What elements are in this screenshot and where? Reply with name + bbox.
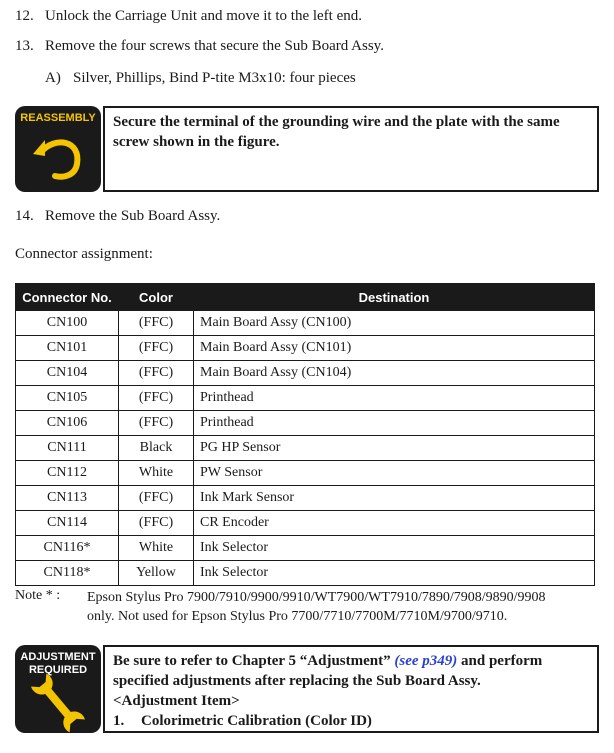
header-color: Color bbox=[119, 284, 194, 311]
substep-text: Silver, Phillips, Bind P-tite M3x10: four pieces bbox=[73, 70, 356, 86]
color-cell: (FFC) bbox=[119, 486, 194, 511]
adjustment-badge-line-1: ADJUSTMENT bbox=[20, 651, 96, 663]
color-cell: (FFC) bbox=[119, 511, 194, 536]
step-text: Remove the Sub Board Assy. bbox=[45, 208, 221, 224]
step-number: 12. bbox=[15, 8, 34, 24]
adjustment-text-box bbox=[103, 645, 599, 733]
destination-cell: Main Board Assy (CN100) bbox=[194, 311, 595, 336]
connector-assignment-title: Connector assignment: bbox=[15, 246, 153, 262]
reassembly-badge-label: REASSEMBLY bbox=[20, 112, 96, 124]
connector-no-cell: CN104 bbox=[16, 361, 119, 386]
destination-cell: Main Board Assy (CN101) bbox=[194, 336, 595, 361]
table-row bbox=[16, 511, 595, 536]
adjustment-item bbox=[113, 711, 589, 731]
color-cell: White bbox=[119, 536, 194, 561]
connector-no-cell: CN116* bbox=[16, 536, 119, 561]
adjustment-item-header: <Adjustment Item> bbox=[113, 693, 240, 709]
footnote-body bbox=[87, 588, 607, 626]
adjustment-text-a: Be sure to refer to Chapter 5 “Adjustment” bbox=[113, 653, 395, 669]
connector-no-cell: CN112 bbox=[16, 461, 119, 486]
connector-no-cell: CN114 bbox=[16, 511, 119, 536]
reassembly-text-box bbox=[103, 106, 599, 192]
table-row bbox=[16, 386, 595, 411]
table-row bbox=[16, 486, 595, 511]
wrench-icon bbox=[15, 645, 101, 733]
step-14 bbox=[15, 208, 220, 225]
color-cell: Black bbox=[119, 436, 194, 461]
table-row bbox=[16, 361, 595, 386]
adjustment-callout bbox=[15, 645, 599, 733]
return-arrow-icon bbox=[15, 106, 101, 192]
color-cell: White bbox=[119, 461, 194, 486]
color-cell: Yellow bbox=[119, 561, 194, 586]
table-row bbox=[16, 536, 595, 561]
color-cell: (FFC) bbox=[119, 336, 194, 361]
table-row bbox=[16, 411, 595, 436]
color-cell: (FFC) bbox=[119, 411, 194, 436]
header-destination: Destination bbox=[194, 284, 595, 311]
footnote-lead: Note * : bbox=[15, 588, 61, 603]
table-row bbox=[16, 336, 595, 361]
table-row bbox=[16, 461, 595, 486]
adjustment-text-b: and perform specified adjustments after replacing the Sub Board Assy. bbox=[113, 653, 543, 689]
adjustment-item-text: Colorimetric Calibration (Color ID) bbox=[141, 713, 372, 729]
connector-no-cell: CN101 bbox=[16, 336, 119, 361]
destination-cell: Ink Selector bbox=[194, 561, 595, 586]
adjustment-badge-line-2: REQUIRED bbox=[28, 664, 88, 676]
header-connector-no: Connector No. bbox=[16, 284, 119, 311]
connector-no-cell: CN100 bbox=[16, 311, 119, 336]
adjustment-item-number: 1. bbox=[113, 713, 125, 729]
table-row bbox=[16, 311, 595, 336]
destination-cell: Printhead bbox=[194, 411, 595, 436]
color-cell: (FFC) bbox=[119, 361, 194, 386]
step-13 bbox=[15, 38, 384, 55]
substep-letter: A) bbox=[45, 70, 61, 86]
page-link[interactable]: (see p349) bbox=[394, 653, 458, 669]
connector-no-cell: CN105 bbox=[16, 386, 119, 411]
footnote-line-1: Epson Stylus Pro 7900/7910/9900/9910/WT7900/WT7910/7890/7908/9890/9908 bbox=[87, 590, 546, 605]
reassembly-text: Secure the terminal of the grounding wire and the plate with the same screw shown in the figure. bbox=[113, 114, 560, 150]
color-cell: (FFC) bbox=[119, 311, 194, 336]
adjustment-text bbox=[113, 651, 589, 691]
connector-no-cell: CN106 bbox=[16, 411, 119, 436]
color-cell: (FFC) bbox=[119, 386, 194, 411]
table-row bbox=[16, 436, 595, 461]
destination-cell: PW Sensor bbox=[194, 461, 595, 486]
table-row bbox=[16, 561, 595, 586]
destination-cell: Ink Selector bbox=[194, 536, 595, 561]
destination-cell: PG HP Sensor bbox=[194, 436, 595, 461]
connector-no-cell: CN113 bbox=[16, 486, 119, 511]
table-header-row bbox=[16, 284, 595, 311]
connector-no-cell: CN111 bbox=[16, 436, 119, 461]
step-number: 13. bbox=[15, 38, 34, 54]
footnote-line-2: only. Not used for Epson Stylus Pro 7700/7710/7700M/7710M/9700/9710. bbox=[87, 609, 508, 624]
destination-cell: CR Encoder bbox=[194, 511, 595, 536]
connector-no-cell: CN118* bbox=[16, 561, 119, 586]
step-text: Remove the four screws that secure the Sub Board Assy. bbox=[45, 38, 384, 54]
step-13a bbox=[45, 70, 356, 87]
destination-cell: Printhead bbox=[194, 386, 595, 411]
reassembly-badge bbox=[15, 106, 101, 192]
reassembly-callout bbox=[15, 106, 599, 192]
step-text: Unlock the Carriage Unit and move it to the left end. bbox=[45, 8, 362, 24]
adjustment-badge bbox=[15, 645, 101, 733]
step-12 bbox=[15, 8, 362, 25]
step-number: 14. bbox=[15, 208, 34, 224]
destination-cell: Ink Mark Sensor bbox=[194, 486, 595, 511]
connector-table bbox=[15, 283, 595, 586]
destination-cell: Main Board Assy (CN104) bbox=[194, 361, 595, 386]
